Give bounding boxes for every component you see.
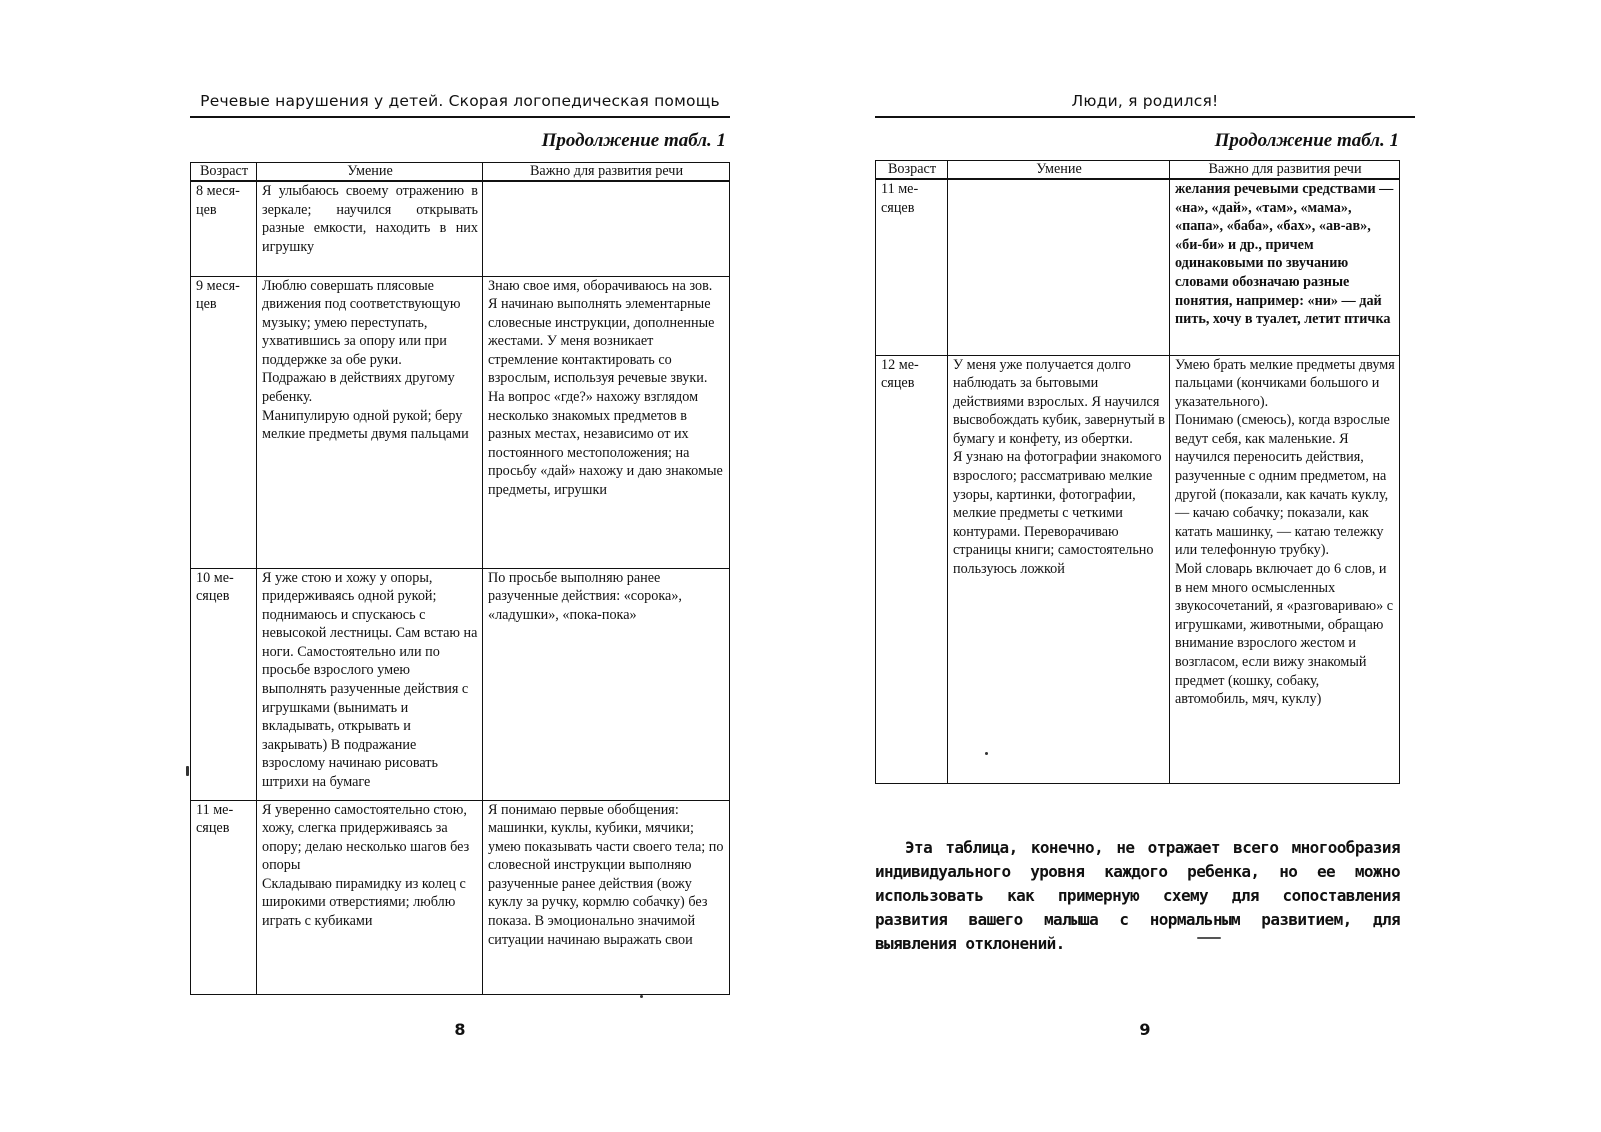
speech-cell — [1170, 355, 1400, 783]
table-row — [876, 355, 1400, 783]
skill-cell — [257, 181, 483, 276]
header-rule — [190, 116, 730, 118]
scan-speck — [186, 766, 189, 776]
table-row — [876, 179, 1400, 355]
speech-cell — [483, 800, 730, 994]
table-row — [191, 800, 730, 994]
skill-text: Я узнаю на фотографии знакомого взрослого; рассматриваю мелкие узоры, картинки, фотографии, мелкие предметы с четкими контурами. Переворачиваю страницы книги; самостоятельно пользуюсь ложкой — [953, 449, 1162, 578]
table-header-row — [876, 161, 1400, 180]
column-header-speech: Важно для развития речи — [483, 163, 730, 182]
column-header-speech: Важно для развития речи — [1170, 161, 1400, 180]
speech-text: Понимаю (смеюсь), когда взрослые ведут себя, как маленькие. Я научился переносить действия, разученные с одним предметом, на другой (показали, как качать куклу, — качаю собачку; показали, как катать машинку, — катаю тележку или телефонную трубку). — [1175, 412, 1390, 559]
skill-text: Я уже стою и хожу у опоры, придерживаясь одной рукой; поднимаюсь и спускаюсь с невысокой лестницы. Сам встаю на ноги. Самостоятельно или по просьбе взрослого умею выполнять разученные действия с игрушками (вынимать и вкладывать, открывать и закрывать) В подражание взрослому начинаю рисовать штрихи на бумаге — [262, 569, 478, 791]
column-header-skill: Умение — [257, 163, 483, 182]
skill-cell — [948, 179, 1170, 355]
table-row — [191, 181, 730, 276]
speech-cell — [483, 181, 730, 276]
speech-text: Знаю свое имя, оборачиваюсь на зов. Я начинаю выполнять элементарные словесные инструкции, дополненные жестами. У меня возникает стремление контактировать со взрослым, используя речевые звуки. На вопрос «где?» нахожу взглядом несколько знакомых предметов в разных местах, независимо от их постоянного местоположения; на просьбу «дай» нахожу и даю знакомые предметы, игрушки — [488, 277, 723, 499]
page-number: 9 — [1139, 1020, 1151, 1039]
development-table — [190, 162, 730, 995]
skill-text: Я уверенно самостоятельно стою, хожу, слегка придерживаясь за опору; делаю несколько шагов без опоры — [262, 801, 470, 874]
column-header-age: Возраст — [191, 163, 257, 182]
skill-text: Люблю совершать плясовые движения под соответствующую музыку; умею переступать, ухватившись за опору или при поддержке за обе руки. — [262, 277, 461, 368]
skill-text: Складываю пирамидку из колец с широкими отверстиями; люблю играть с кубиками — [262, 875, 466, 930]
speech-text: Мой словарь включает до 6 слов, и в нем много осмысленных звукосочетаний, я «разговариваю» с игрушками, животными, обращаю внимание взрослого жестом и возгласом, если вижу знакомый предмет (кошку, собаку, автомобиль, мяч, куклу) — [1175, 561, 1394, 708]
column-header-age: Возраст — [876, 161, 948, 180]
skill-text: Я улыбаюсь своему отражению в зеркале; научился открывать разные емкости, находить в них игрушку — [262, 183, 478, 255]
age-cell: 8 меся-цев — [191, 181, 257, 276]
running-head: Речевые нарушения у детей. Скорая логопедическая помощь — [200, 92, 720, 110]
table-header-row — [191, 163, 730, 182]
skill-text: Манипулирую одной рукой; беру мелкие предметы двумя пальцами — [262, 407, 469, 443]
age-cell: 11 ме-сяцев — [191, 800, 257, 994]
age-cell: 11 ме-сяцев — [876, 179, 948, 355]
body-paragraph: Эта таблица, конечно, не отражает всего многообразия индивидуального уровня каждого ребенка, но ее можно использовать как примерную схему для сопоставления развития вашего малыша с нормальным развитием, для выявления отклонений. — [875, 838, 1400, 953]
table-caption: Продолжение табл. 1 — [541, 130, 726, 151]
speech-cell — [483, 276, 730, 568]
development-table — [875, 160, 1400, 784]
table-row — [191, 568, 730, 800]
skill-cell — [948, 355, 1170, 783]
page-number: 8 — [454, 1020, 466, 1039]
running-head: Люди, я родился! — [1071, 92, 1219, 110]
right-page — [875, 0, 1415, 1132]
age-cell: 9 меся-цев — [191, 276, 257, 568]
speech-cell — [1170, 179, 1400, 355]
speech-text: желания речевыми средствами — «на», «дай», «там», «мама», «папа», «баба», «бах», «ав-ав», «би-би» и др., причем одинаковыми по звучанию словами обозначаю разные понятия, например: «ни» — дай пить, хочу в туалет, летит птичка — [1175, 181, 1394, 328]
age-cell: 12 ме-сяцев — [876, 355, 948, 783]
speech-text: По просьбе выполняю ранее разученные действия: «сорока», «ладушки», «пока-пока» — [488, 569, 682, 623]
speech-text: Умею брать мелкие предметы двумя пальцами (кончиками большого и указательного). — [1175, 356, 1395, 410]
scan-speck — [985, 752, 988, 755]
age-cell: 10 ме-сяцев — [191, 568, 257, 800]
table-caption: Продолжение табл. 1 — [1214, 130, 1399, 151]
table-row — [191, 276, 730, 568]
scan-speck — [640, 995, 643, 998]
skill-text: Подражаю в действиях другому ребенку. — [262, 370, 455, 406]
skill-cell — [257, 568, 483, 800]
skill-cell — [257, 800, 483, 994]
left-page — [190, 0, 730, 1132]
scan-speck — [1197, 937, 1221, 939]
skill-text: У меня уже получается долго наблюдать за бытовыми действиями взрослых. Я научился высвобождать кубик, завернутый в бумагу и конфету, из обертки. — [953, 356, 1165, 447]
skill-cell — [257, 276, 483, 568]
speech-cell — [483, 568, 730, 800]
header-rule — [875, 116, 1415, 118]
column-header-skill: Умение — [948, 161, 1170, 180]
speech-text: Я понимаю первые обобщения: машинки, куклы, кубики, мячики; умею показывать части своего тела; по словесной инструкции выполняю разученные ранее действия (вожу куклу за ручку, кормлю собачку) без показа. В эмоционально значимой ситуации начинаю выражать свои — [488, 801, 724, 948]
